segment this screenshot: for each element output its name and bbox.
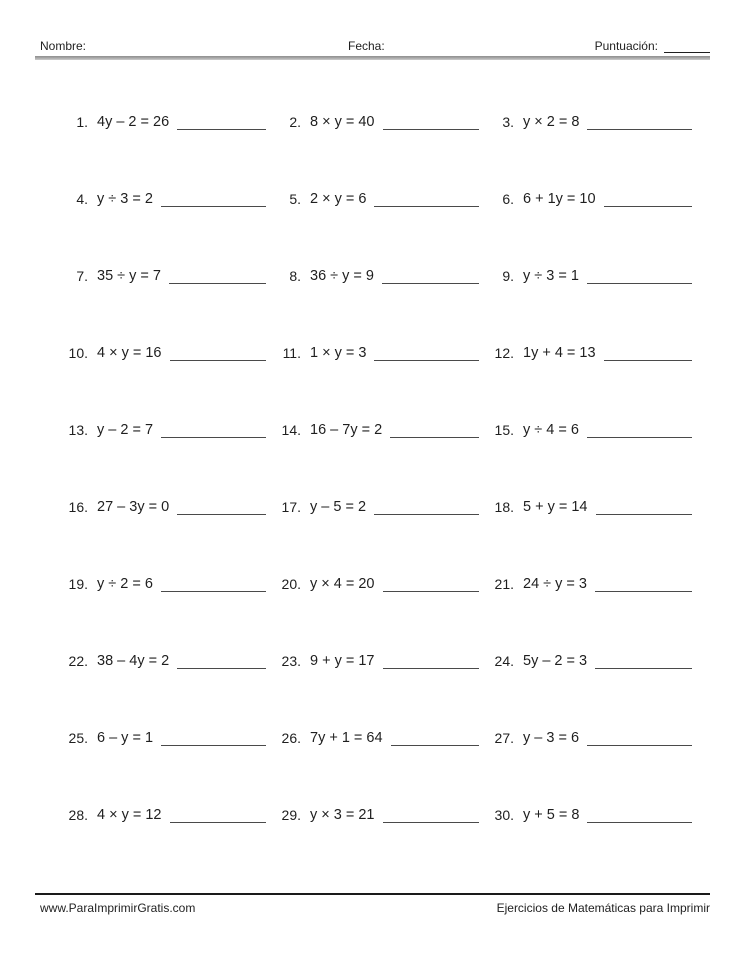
problem-equation: y ÷ 3 = 2 [97,191,153,207]
answer-blank[interactable] [161,189,266,207]
problem-number: 10. [68,345,88,361]
problem-item-26 [273,728,479,748]
answer-blank[interactable] [170,343,267,361]
problem-number: 27. [494,730,514,746]
problem-equation: 35 ÷ y = 7 [97,268,161,284]
problem-equation: 27 – 3y = 0 [97,499,170,515]
problem-item-15 [486,420,692,440]
problem-equation: 4 × y = 12 [97,807,162,823]
footer-website: www.ParaImprimirGratis.com [40,901,196,915]
footer-tagline: Ejercicios de Matemáticas para Imprimir [496,901,710,915]
problem-number: 2. [289,114,301,130]
problem-item-19 [60,574,266,594]
problem-number: 7. [76,268,88,284]
problem-item-4 [60,189,266,209]
problem-item-28 [60,805,266,825]
problem-number: 20. [281,576,301,592]
problem-number: 24. [494,653,514,669]
problem-item-2 [273,112,479,132]
problem-equation: y × 2 = 8 [523,114,580,130]
problem-item-3 [486,112,692,132]
problem-equation: 36 ÷ y = 9 [310,268,374,284]
problem-number: 13. [68,422,88,438]
problem-item-10 [60,343,266,363]
problem-item-30 [486,805,692,825]
problem-equation: 4 × y = 16 [97,345,162,361]
problem-number: 12. [494,345,514,361]
problem-equation: y + 5 = 8 [523,807,580,823]
problem-item-1 [60,112,266,132]
answer-blank[interactable] [604,189,692,207]
problem-number: 9. [502,268,514,284]
answer-blank[interactable] [374,343,479,361]
problem-item-5 [273,189,479,209]
score-blank-line[interactable] [664,39,710,53]
problem-equation: y ÷ 2 = 6 [97,576,153,592]
header-rule [35,56,710,60]
problem-item-24 [486,651,692,671]
problem-equation: y – 5 = 2 [310,499,367,515]
answer-blank[interactable] [161,420,266,438]
problem-number: 15. [494,422,514,438]
answer-blank[interactable] [382,266,479,284]
problem-equation: 8 × y = 40 [310,114,375,130]
answer-blank[interactable] [383,805,480,823]
problem-item-23 [273,651,479,671]
problem-number: 22. [68,653,88,669]
answer-blank[interactable] [596,497,693,515]
answer-blank[interactable] [587,728,692,746]
problem-equation: y ÷ 3 = 1 [523,268,579,284]
problem-item-22 [60,651,266,671]
problem-equation: y ÷ 4 = 6 [523,422,579,438]
problem-number: 26. [281,730,301,746]
problem-equation: 9 + y = 17 [310,653,375,669]
problem-equation: 5 + y = 14 [523,499,588,515]
problem-item-20 [273,574,479,594]
problem-equation: 6 – y = 1 [97,730,154,746]
problem-item-21 [486,574,692,594]
problem-equation: y × 4 = 20 [310,576,375,592]
problem-item-14 [273,420,479,440]
problem-number: 4. [76,191,88,207]
problem-number: 1. [76,114,88,130]
problem-equation: 38 – 4y = 2 [97,653,170,669]
problem-number: 14. [281,422,301,438]
problem-number: 29. [281,807,301,823]
problem-equation: 4y – 2 = 26 [97,114,170,130]
problem-equation: 2 × y = 6 [310,191,367,207]
problem-equation: 16 – 7y = 2 [310,422,383,438]
score-group [595,39,710,53]
answer-blank[interactable] [374,497,479,515]
problem-item-29 [273,805,479,825]
problem-equation: 6 + 1y = 10 [523,191,596,207]
answer-blank[interactable] [177,651,266,669]
problem-number: 6. [502,191,514,207]
answer-blank[interactable] [383,574,480,592]
name-label: Nombre: [40,39,87,53]
problem-equation: 5y – 2 = 3 [523,653,588,669]
answer-blank[interactable] [390,420,479,438]
answer-blank[interactable] [587,112,692,130]
problem-number: 23. [281,653,301,669]
problem-item-17 [273,497,479,517]
problem-number: 11. [282,345,301,361]
problem-equation: y – 3 = 6 [523,730,580,746]
problem-item-12 [486,343,692,363]
answer-blank[interactable] [604,343,692,361]
date-label: Fecha: [348,39,385,53]
answer-blank[interactable] [595,574,692,592]
problem-item-16 [60,497,266,517]
answer-blank[interactable] [391,728,479,746]
answer-blank[interactable] [383,651,480,669]
problem-item-8 [273,266,479,286]
problem-equation: 24 ÷ y = 3 [523,576,587,592]
answer-blank[interactable] [177,497,266,515]
problem-number: 17. [281,499,301,515]
problem-item-11 [273,343,479,363]
problem-equation: y × 3 = 21 [310,807,375,823]
problem-number: 28. [68,807,88,823]
problem-number: 18. [494,499,514,515]
problem-item-13 [60,420,266,440]
answer-blank[interactable] [169,266,266,284]
problem-item-27 [486,728,692,748]
answer-blank[interactable] [587,805,692,823]
problem-number: 5. [289,191,301,207]
problem-number: 16. [68,499,88,515]
answer-blank[interactable] [587,266,692,284]
problem-number: 19. [68,576,88,592]
answer-blank[interactable] [374,189,479,207]
problem-number: 30. [494,807,514,823]
problem-number: 21. [494,576,514,592]
problem-equation: 1y + 4 = 13 [523,345,596,361]
footer-rule [35,893,710,895]
answer-blank[interactable] [595,651,692,669]
problem-item-9 [486,266,692,286]
problem-item-25 [60,728,266,748]
problem-number: 8. [289,268,301,284]
problem-equation: y – 2 = 7 [97,422,154,438]
problem-equation: 1 × y = 3 [310,345,367,361]
problem-number: 3. [502,114,514,130]
answer-blank[interactable] [170,805,267,823]
answer-blank[interactable] [161,574,266,592]
problem-equation: 7y + 1 = 64 [310,730,383,746]
problems-grid [60,112,692,882]
answer-blank[interactable] [161,728,266,746]
score-label: Puntuación: [594,39,658,53]
answer-blank[interactable] [587,420,692,438]
problem-item-6 [486,189,692,209]
problem-item-7 [60,266,266,286]
problem-item-18 [486,497,692,517]
problem-number: 25. [68,730,88,746]
answer-blank[interactable] [383,112,480,130]
answer-blank[interactable] [177,112,266,130]
